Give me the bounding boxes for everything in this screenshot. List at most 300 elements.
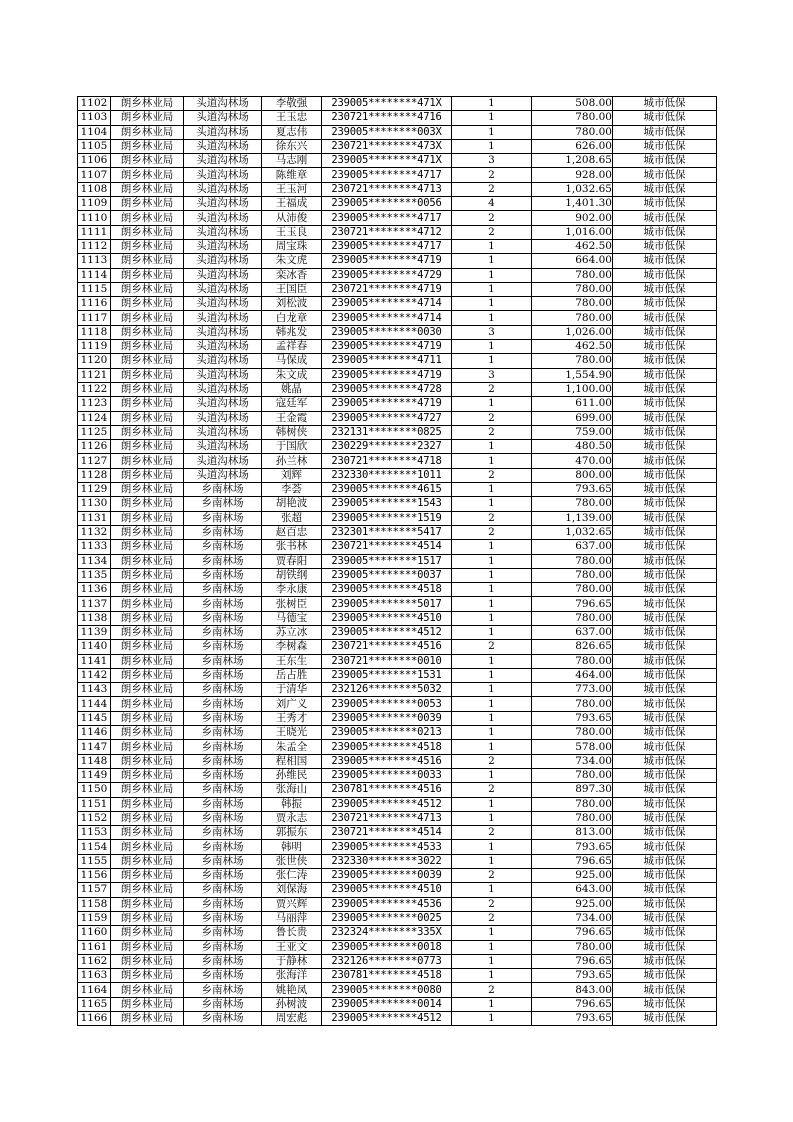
id-number-cell: 239005********4512: [322, 625, 452, 639]
person-name-cell: 李永康: [262, 583, 322, 597]
table-row: [78, 340, 717, 354]
farm-name-cell: 乡南林场: [184, 611, 262, 625]
table-row: [78, 640, 717, 654]
table-row: [78, 382, 717, 396]
farm-name-cell: 乡南林场: [184, 640, 262, 654]
benefit-amount-cell: 796.65: [532, 954, 613, 968]
person-name-cell: 鲁长贵: [262, 926, 322, 940]
bureau-name-cell: 朗乡林业局: [111, 826, 184, 840]
table-row: [78, 768, 717, 782]
benefit-type-cell: 城市低保: [613, 997, 717, 1011]
farm-name-cell: 乡南林场: [184, 654, 262, 668]
table-row: [78, 425, 717, 439]
household-count-cell: 1: [452, 254, 532, 268]
person-name-cell: 孙树波: [262, 997, 322, 1011]
bureau-name-cell: 朗乡林业局: [111, 869, 184, 883]
benefit-type-cell: 城市低保: [613, 983, 717, 997]
benefit-type-cell: 城市低保: [613, 197, 717, 211]
bureau-name-cell: 朗乡林业局: [111, 854, 184, 868]
benefit-amount-cell: 1,401.30: [532, 197, 613, 211]
id-number-cell: 232330********3022: [322, 854, 452, 868]
table-row: [78, 654, 717, 668]
benefit-amount-cell: 796.65: [532, 597, 613, 611]
farm-name-cell: 乡南林场: [184, 668, 262, 682]
person-name-cell: 贾兴辉: [262, 897, 322, 911]
person-name-cell: 张世侠: [262, 854, 322, 868]
household-count-cell: 1: [452, 740, 532, 754]
benefit-type-cell: 城市低保: [613, 440, 717, 454]
benefit-type-cell: 城市低保: [613, 740, 717, 754]
bureau-name-cell: 朗乡林业局: [111, 497, 184, 511]
id-number-cell: 239005********4719: [322, 368, 452, 382]
id-number-cell: 230721********473X: [322, 139, 452, 153]
id-number-cell: 232126********0773: [322, 954, 452, 968]
table-row: [78, 826, 717, 840]
person-name-cell: 从沛俊: [262, 211, 322, 225]
person-name-cell: 李荟: [262, 483, 322, 497]
household-count-cell: 1: [452, 883, 532, 897]
benefit-type-cell: 城市低保: [613, 697, 717, 711]
id-number-cell: 239005********4512: [322, 797, 452, 811]
table-row: [78, 511, 717, 525]
id-number-cell: 239005********0056: [322, 197, 452, 211]
bureau-name-cell: 朗乡林业局: [111, 697, 184, 711]
table-row: [78, 454, 717, 468]
row-number-cell: 1109: [78, 197, 111, 211]
household-count-cell: 1: [452, 540, 532, 554]
benefit-amount-cell: 611.00: [532, 397, 613, 411]
bureau-name-cell: 朗乡林业局: [111, 311, 184, 325]
benefit-type-cell: 城市低保: [613, 497, 717, 511]
benefit-type-cell: 城市低保: [613, 368, 717, 382]
household-count-cell: 2: [452, 640, 532, 654]
bureau-name-cell: 朗乡林业局: [111, 783, 184, 797]
benefit-type-cell: 城市低保: [613, 926, 717, 940]
row-number-cell: 1152: [78, 811, 111, 825]
table-row: [78, 168, 717, 182]
id-number-cell: 239005********0039: [322, 711, 452, 725]
person-name-cell: 孙兰林: [262, 454, 322, 468]
bureau-name-cell: 朗乡林业局: [111, 525, 184, 539]
farm-name-cell: 头道沟林场: [184, 454, 262, 468]
farm-name-cell: 头道沟林场: [184, 397, 262, 411]
id-number-cell: 239005********0080: [322, 983, 452, 997]
household-count-cell: 2: [452, 897, 532, 911]
benefit-amount-cell: 626.00: [532, 139, 613, 153]
table-row: [78, 697, 717, 711]
farm-name-cell: 乡南林场: [184, 597, 262, 611]
id-number-cell: 239005********003X: [322, 125, 452, 139]
person-name-cell: 张仁涛: [262, 869, 322, 883]
roster-body: [78, 97, 717, 1026]
benefit-type-cell: 城市低保: [613, 454, 717, 468]
bureau-name-cell: 朗乡林业局: [111, 225, 184, 239]
household-count-cell: 1: [452, 554, 532, 568]
id-number-cell: 230781********4516: [322, 783, 452, 797]
table-row: [78, 811, 717, 825]
benefit-type-cell: 城市低保: [613, 668, 717, 682]
bureau-name-cell: 朗乡林业局: [111, 797, 184, 811]
benefit-amount-cell: 508.00: [532, 97, 613, 111]
bureau-name-cell: 朗乡林业局: [111, 382, 184, 396]
person-name-cell: 白龙章: [262, 311, 322, 325]
benefit-type-cell: 城市低保: [613, 397, 717, 411]
farm-name-cell: 乡南林场: [184, 683, 262, 697]
id-number-cell: 239005********0025: [322, 911, 452, 925]
id-number-cell: 232301********5417: [322, 525, 452, 539]
person-name-cell: 孟祥春: [262, 340, 322, 354]
row-number-cell: 1114: [78, 268, 111, 282]
person-name-cell: 于国欣: [262, 440, 322, 454]
id-number-cell: 239005********4727: [322, 411, 452, 425]
household-count-cell: 1: [452, 840, 532, 854]
household-count-cell: 1: [452, 111, 532, 125]
table-row: [78, 783, 717, 797]
farm-name-cell: 乡南林场: [184, 854, 262, 868]
benefit-amount-cell: 796.65: [532, 854, 613, 868]
farm-name-cell: 头道沟林场: [184, 282, 262, 296]
row-number-cell: 1145: [78, 711, 111, 725]
benefit-type-cell: 城市低保: [613, 826, 717, 840]
person-name-cell: 周宝珠: [262, 239, 322, 253]
benefit-amount-cell: 780.00: [532, 940, 613, 954]
row-number-cell: 1141: [78, 654, 111, 668]
bureau-name-cell: 朗乡林业局: [111, 726, 184, 740]
table-row: [78, 668, 717, 682]
bureau-name-cell: 朗乡林业局: [111, 711, 184, 725]
farm-name-cell: 头道沟林场: [184, 239, 262, 253]
farm-name-cell: 乡南林场: [184, 483, 262, 497]
benefit-type-cell: 城市低保: [613, 297, 717, 311]
benefit-amount-cell: 462.50: [532, 239, 613, 253]
table-row: [78, 297, 717, 311]
bureau-name-cell: 朗乡林业局: [111, 540, 184, 554]
bureau-name-cell: 朗乡林业局: [111, 740, 184, 754]
bureau-name-cell: 朗乡林业局: [111, 168, 184, 182]
id-number-cell: 230721********4514: [322, 540, 452, 554]
bureau-name-cell: 朗乡林业局: [111, 997, 184, 1011]
benefit-amount-cell: 928.00: [532, 168, 613, 182]
id-number-cell: 239005********0030: [322, 325, 452, 339]
bureau-name-cell: 朗乡林业局: [111, 640, 184, 654]
person-name-cell: 孙维民: [262, 768, 322, 782]
benefit-amount-cell: 780.00: [532, 497, 613, 511]
row-number-cell: 1128: [78, 468, 111, 482]
row-number-cell: 1110: [78, 211, 111, 225]
household-count-cell: 1: [452, 568, 532, 582]
farm-name-cell: 乡南林场: [184, 983, 262, 997]
row-number-cell: 1140: [78, 640, 111, 654]
person-name-cell: 王秀才: [262, 711, 322, 725]
bureau-name-cell: 朗乡林业局: [111, 611, 184, 625]
table-row: [78, 325, 717, 339]
benefit-amount-cell: 464.00: [532, 668, 613, 682]
farm-name-cell: 头道沟林场: [184, 182, 262, 196]
farm-name-cell: 头道沟林场: [184, 139, 262, 153]
household-count-cell: 1: [452, 483, 532, 497]
farm-name-cell: 乡南林场: [184, 797, 262, 811]
person-name-cell: 张书林: [262, 540, 322, 554]
id-number-cell: 239005********4719: [322, 254, 452, 268]
person-name-cell: 贾春阳: [262, 554, 322, 568]
table-row: [78, 711, 717, 725]
row-number-cell: 1107: [78, 168, 111, 182]
household-count-cell: 1: [452, 940, 532, 954]
benefit-amount-cell: 796.65: [532, 926, 613, 940]
benefit-type-cell: 城市低保: [613, 940, 717, 954]
benefit-type-cell: 城市低保: [613, 783, 717, 797]
table-row: [78, 926, 717, 940]
bureau-name-cell: 朗乡林业局: [111, 511, 184, 525]
row-number-cell: 1139: [78, 625, 111, 639]
benefit-type-cell: 城市低保: [613, 869, 717, 883]
benefit-amount-cell: 462.50: [532, 340, 613, 354]
household-count-cell: 1: [452, 125, 532, 139]
id-number-cell: 232324********335X: [322, 926, 452, 940]
farm-name-cell: 乡南林场: [184, 997, 262, 1011]
person-name-cell: 刘保海: [262, 883, 322, 897]
farm-name-cell: 乡南林场: [184, 826, 262, 840]
farm-name-cell: 乡南林场: [184, 625, 262, 639]
farm-name-cell: 头道沟林场: [184, 382, 262, 396]
id-number-cell: 230781********4518: [322, 969, 452, 983]
table-row: [78, 497, 717, 511]
row-number-cell: 1129: [78, 483, 111, 497]
household-count-cell: 1: [452, 954, 532, 968]
household-count-cell: 4: [452, 197, 532, 211]
benefit-type-cell: 城市低保: [613, 654, 717, 668]
benefit-type-cell: 城市低保: [613, 683, 717, 697]
person-name-cell: 贾永志: [262, 811, 322, 825]
id-number-cell: 239005********0039: [322, 869, 452, 883]
bureau-name-cell: 朗乡林业局: [111, 926, 184, 940]
household-count-cell: 1: [452, 268, 532, 282]
id-number-cell: 239005********1519: [322, 511, 452, 525]
household-count-cell: 1: [452, 597, 532, 611]
farm-name-cell: 乡南林场: [184, 697, 262, 711]
farm-name-cell: 乡南林场: [184, 783, 262, 797]
id-number-cell: 239005********4719: [322, 340, 452, 354]
household-count-cell: 1: [452, 997, 532, 1011]
id-number-cell: 239005********4510: [322, 883, 452, 897]
person-name-cell: 张超: [262, 511, 322, 525]
person-name-cell: 张海洋: [262, 969, 322, 983]
benefit-amount-cell: 902.00: [532, 211, 613, 225]
benefit-type-cell: 城市低保: [613, 268, 717, 282]
id-number-cell: 230721********4718: [322, 454, 452, 468]
farm-name-cell: 乡南林场: [184, 926, 262, 940]
bureau-name-cell: 朗乡林业局: [111, 768, 184, 782]
id-number-cell: 230721********4516: [322, 640, 452, 654]
benefit-type-cell: 城市低保: [613, 883, 717, 897]
bureau-name-cell: 朗乡林业局: [111, 182, 184, 196]
household-count-cell: 1: [452, 139, 532, 153]
id-number-cell: 239005********4516: [322, 754, 452, 768]
household-count-cell: 3: [452, 325, 532, 339]
household-count-cell: 1: [452, 726, 532, 740]
table-row: [78, 869, 717, 883]
table-row: [78, 726, 717, 740]
bureau-name-cell: 朗乡林业局: [111, 683, 184, 697]
benefit-amount-cell: 843.00: [532, 983, 613, 997]
benefit-amount-cell: 1,016.00: [532, 225, 613, 239]
farm-name-cell: 乡南林场: [184, 726, 262, 740]
table-row: [78, 483, 717, 497]
person-name-cell: 胡铁纲: [262, 568, 322, 582]
household-count-cell: 3: [452, 368, 532, 382]
household-count-cell: 2: [452, 511, 532, 525]
benefit-amount-cell: 470.00: [532, 454, 613, 468]
row-number-cell: 1151: [78, 797, 111, 811]
benefit-amount-cell: 925.00: [532, 869, 613, 883]
benefit-amount-cell: 800.00: [532, 468, 613, 482]
benefit-amount-cell: 780.00: [532, 654, 613, 668]
person-name-cell: 马保成: [262, 354, 322, 368]
person-name-cell: 王国臣: [262, 282, 322, 296]
person-name-cell: 李敬强: [262, 97, 322, 111]
benefit-amount-cell: 826.65: [532, 640, 613, 654]
table-row: [78, 139, 717, 153]
farm-name-cell: 乡南林场: [184, 954, 262, 968]
bureau-name-cell: 朗乡林业局: [111, 282, 184, 296]
household-count-cell: 2: [452, 468, 532, 482]
bureau-name-cell: 朗乡林业局: [111, 411, 184, 425]
household-count-cell: 1: [452, 811, 532, 825]
benefit-type-cell: 城市低保: [613, 225, 717, 239]
farm-name-cell: 乡南林场: [184, 554, 262, 568]
benefit-type-cell: 城市低保: [613, 511, 717, 525]
person-name-cell: 马志刚: [262, 154, 322, 168]
row-number-cell: 1138: [78, 611, 111, 625]
bureau-name-cell: 朗乡林业局: [111, 139, 184, 153]
id-number-cell: 239005********5017: [322, 597, 452, 611]
benefit-type-cell: 城市低保: [613, 597, 717, 611]
id-number-cell: 239005********0213: [322, 726, 452, 740]
farm-name-cell: 乡南林场: [184, 811, 262, 825]
row-number-cell: 1115: [78, 282, 111, 296]
person-name-cell: 寇廷军: [262, 397, 322, 411]
table-row: [78, 954, 717, 968]
household-count-cell: 1: [452, 97, 532, 111]
row-number-cell: 1166: [78, 1012, 111, 1026]
id-number-cell: 239005********4728: [322, 382, 452, 396]
row-number-cell: 1127: [78, 454, 111, 468]
farm-name-cell: 乡南林场: [184, 940, 262, 954]
table-row: [78, 983, 717, 997]
table-row: [78, 197, 717, 211]
benefit-roster-table: [77, 96, 717, 1026]
benefit-amount-cell: 1,208.65: [532, 154, 613, 168]
person-name-cell: 张树臣: [262, 597, 322, 611]
benefit-type-cell: 城市低保: [613, 325, 717, 339]
bureau-name-cell: 朗乡林业局: [111, 111, 184, 125]
benefit-type-cell: 城市低保: [613, 625, 717, 639]
table-row: [78, 940, 717, 954]
id-number-cell: 230721********4712: [322, 225, 452, 239]
bureau-name-cell: 朗乡林业局: [111, 239, 184, 253]
household-count-cell: 1: [452, 697, 532, 711]
row-number-cell: 1149: [78, 768, 111, 782]
row-number-cell: 1142: [78, 668, 111, 682]
household-count-cell: 2: [452, 754, 532, 768]
household-count-cell: 1: [452, 397, 532, 411]
table-row: [78, 883, 717, 897]
table-row: [78, 854, 717, 868]
farm-name-cell: 乡南林场: [184, 1012, 262, 1026]
bureau-name-cell: 朗乡林业局: [111, 425, 184, 439]
row-number-cell: 1108: [78, 182, 111, 196]
farm-name-cell: 头道沟林场: [184, 111, 262, 125]
benefit-type-cell: 城市低保: [613, 468, 717, 482]
person-name-cell: 王晓光: [262, 726, 322, 740]
person-name-cell: 赵百忠: [262, 525, 322, 539]
person-name-cell: 韩兆发: [262, 325, 322, 339]
household-count-cell: 1: [452, 239, 532, 253]
id-number-cell: 232126********5032: [322, 683, 452, 697]
benefit-type-cell: 城市低保: [613, 568, 717, 582]
table-row: [78, 611, 717, 625]
benefit-amount-cell: 637.00: [532, 540, 613, 554]
person-name-cell: 王玉河: [262, 182, 322, 196]
household-count-cell: 1: [452, 711, 532, 725]
table-row: [78, 111, 717, 125]
row-number-cell: 1102: [78, 97, 111, 111]
table-row: [78, 225, 717, 239]
benefit-amount-cell: 780.00: [532, 697, 613, 711]
person-name-cell: 王东生: [262, 654, 322, 668]
farm-name-cell: 头道沟林场: [184, 425, 262, 439]
benefit-amount-cell: 664.00: [532, 254, 613, 268]
row-number-cell: 1124: [78, 411, 111, 425]
benefit-type-cell: 城市低保: [613, 811, 717, 825]
table-row: [78, 568, 717, 582]
table-row: [78, 969, 717, 983]
farm-name-cell: 头道沟林场: [184, 197, 262, 211]
benefit-type-cell: 城市低保: [613, 797, 717, 811]
household-count-cell: 1: [452, 282, 532, 296]
row-number-cell: 1153: [78, 826, 111, 840]
table-row: [78, 468, 717, 482]
id-number-cell: 239005********4717: [322, 168, 452, 182]
row-number-cell: 1116: [78, 297, 111, 311]
benefit-type-cell: 城市低保: [613, 354, 717, 368]
person-name-cell: 朱孟全: [262, 740, 322, 754]
farm-name-cell: 头道沟林场: [184, 225, 262, 239]
benefit-amount-cell: 1,026.00: [532, 325, 613, 339]
benefit-type-cell: 城市低保: [613, 139, 717, 153]
row-number-cell: 1122: [78, 382, 111, 396]
benefit-type-cell: 城市低保: [613, 554, 717, 568]
table-row: [78, 740, 717, 754]
person-name-cell: 程相国: [262, 754, 322, 768]
bureau-name-cell: 朗乡林业局: [111, 568, 184, 582]
row-number-cell: 1154: [78, 840, 111, 854]
benefit-type-cell: 城市低保: [613, 168, 717, 182]
benefit-type-cell: 城市低保: [613, 182, 717, 196]
table-row: [78, 268, 717, 282]
person-name-cell: 张海山: [262, 783, 322, 797]
table-row: [78, 282, 717, 296]
person-name-cell: 刘松波: [262, 297, 322, 311]
bureau-name-cell: 朗乡林业局: [111, 983, 184, 997]
farm-name-cell: 头道沟林场: [184, 154, 262, 168]
farm-name-cell: 头道沟林场: [184, 125, 262, 139]
table-row: [78, 683, 717, 697]
benefit-amount-cell: 780.00: [532, 583, 613, 597]
farm-name-cell: 头道沟林场: [184, 340, 262, 354]
row-number-cell: 1117: [78, 311, 111, 325]
household-count-cell: 2: [452, 826, 532, 840]
